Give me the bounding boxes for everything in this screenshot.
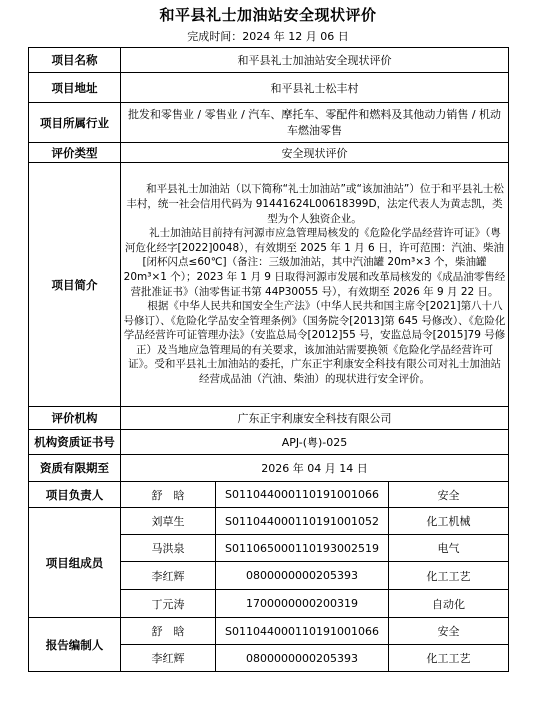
row-member-1 (29, 508, 509, 535)
value-eval-type: 安全现状评价 (121, 143, 509, 163)
author-1-specialty: 安全 (389, 618, 509, 645)
member-3-name: 李红辉 (121, 562, 216, 590)
author-1-name: 舒 晗 (121, 618, 216, 645)
label-agency: 评价机构 (29, 407, 121, 430)
row-leader (29, 482, 509, 508)
value-cert-no: APJ-(粤)-025 (121, 430, 509, 455)
label-project-address: 项目地址 (29, 73, 121, 103)
member-4-cert: 1700000000200319 (216, 590, 389, 618)
row-cert-no (29, 430, 509, 455)
member-1-specialty: 化工机械 (389, 508, 509, 535)
label-validity: 资质有限期至 (29, 455, 121, 482)
label-members: 项目组成员 (29, 508, 121, 618)
row-intro (29, 163, 509, 407)
value-project-address: 和平县礼士松丰村 (121, 73, 509, 103)
row-project-name (29, 48, 509, 73)
member-2-cert: S011065000110193002519 (216, 535, 389, 562)
value-industry: 批发和零售业 / 零售业 / 汽车、摩托车、零配件和燃料及其他动力销售 / 机动车燃油零售 (121, 103, 509, 143)
label-project-name: 项目名称 (29, 48, 121, 73)
member-3-specialty: 化工工艺 (389, 562, 509, 590)
label-leader: 项目负责人 (29, 482, 121, 508)
row-project-address (29, 73, 509, 103)
intro-paragraph-1: 和平县礼士加油站（以下简称“礼士加油站”或“该加油站”）位于和平县礼士松丰村，统一社会信用代码为 91441624L00618399D，法定代表人为黄志凯，类型为个人独资企业。 (126, 183, 504, 225)
document-title: 和平县礼士加油站安全现状评价 (159, 6, 377, 24)
author-2-name: 李红辉 (121, 645, 216, 672)
member-2-name: 马洪泉 (121, 535, 216, 562)
label-eval-type: 评价类型 (29, 143, 121, 163)
value-agency: 广东正宇利康安全科技有限公司 (121, 407, 509, 430)
row-author-1 (29, 618, 509, 645)
info-table (28, 47, 509, 672)
leader-name: 舒 晗 (121, 482, 216, 508)
member-4-specialty: 自动化 (389, 590, 509, 618)
value-project-name: 和平县礼士加油站安全现状评价 (121, 48, 509, 73)
value-validity: 2026 年 04 月 14 日 (121, 455, 509, 482)
author-1-cert: S011044000110191001066 (216, 618, 389, 645)
author-2-cert: 0800000000205393 (216, 645, 389, 672)
label-authors: 报告编制人 (29, 618, 121, 672)
member-4-name: 丁元涛 (121, 590, 216, 618)
leader-cert: S011044000110191001066 (216, 482, 389, 508)
row-validity (29, 455, 509, 482)
member-1-name: 刘草生 (121, 508, 216, 535)
intro-paragraph-3: 根据《中华人民共和国安全生产法》（中华人民共和国主席令[2021]第八十八号修订）、《危险化学品安全管理条例》（国务院令[2013]第 645 号修改）、《危险化学品经营许可证管理办法》（安监总局令[2012]55 号，安监总局令[2015]79 号修正）及当地应急管理局的有关要求，该加油站需要换领《危险化学品经营许可证》。受和平县礼士加油站的委托，广东正宇利康安全科技有限公司对礼士加油站经营成品油（汽油、柴油）的现状进行安全评价。 (123, 300, 506, 386)
leader-specialty: 安全 (389, 482, 509, 508)
row-industry (29, 103, 509, 143)
value-intro (121, 163, 509, 407)
label-industry: 项目所属行业 (29, 103, 121, 143)
member-1-cert: S011044000110191001052 (216, 508, 389, 535)
intro-paragraph-2: 礼士加油站目前持有河源市应急管理局核发的《危险化学品经营许可证》（粤河危化经字[2022]0048），有效期至 2025 年 1 月 6 日，许可范围：汽油、柴油[闭杯闪点≤60℃]（备注：三级加油站，其中汽油罐 20m³×3 个，柴油罐 20m³×1 个）；2023 年 1 月 9 日取得河源市发展和改革局核发的《成品油零售经营批准证书》（油零售证书第 44P30055 号），有效期至 2026 年 9 月 22 日。 (123, 227, 506, 298)
author-2-specialty: 化工工艺 (389, 645, 509, 672)
member-3-cert: 0800000000205393 (216, 562, 389, 590)
row-agency (29, 407, 509, 430)
member-2-specialty: 电气 (389, 535, 509, 562)
row-eval-type (29, 143, 509, 163)
label-intro: 项目简介 (29, 163, 121, 407)
label-cert-no: 机构资质证书号 (29, 430, 121, 455)
completion-date: 完成时间：2024 年 12 月 06 日 (187, 30, 349, 43)
